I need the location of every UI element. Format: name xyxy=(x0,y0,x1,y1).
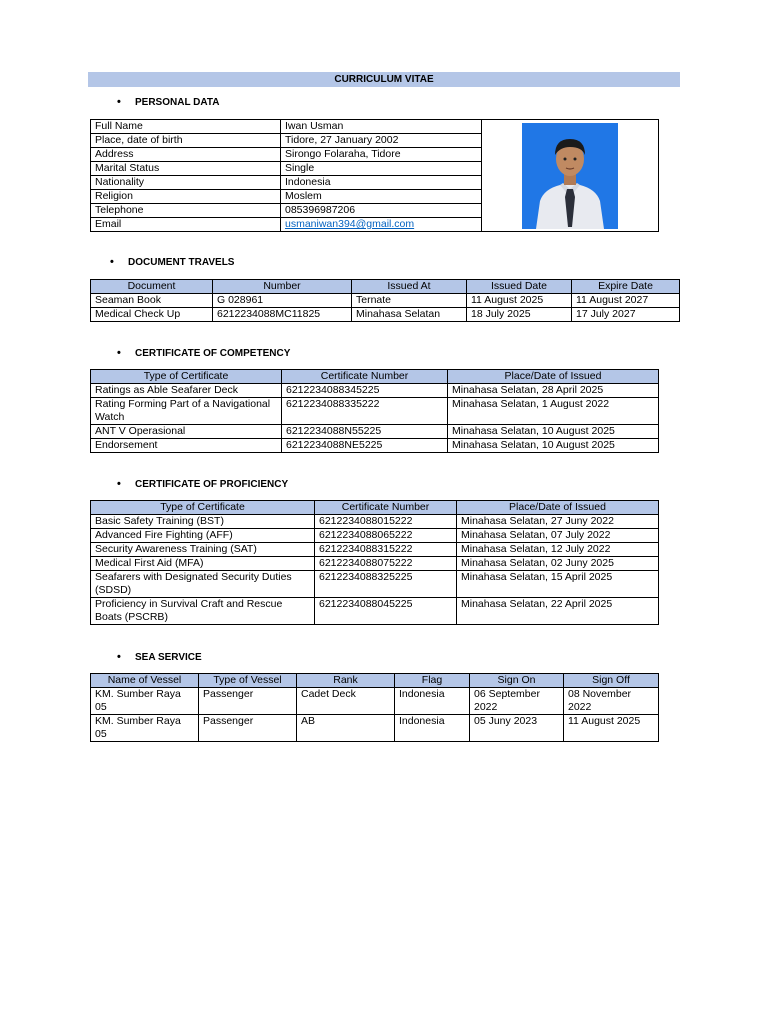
table-cell: Indonesia xyxy=(395,715,470,742)
table-header-row xyxy=(91,370,659,384)
table-cell: Minahasa Selatan, 02 Juny 2025 xyxy=(457,557,659,571)
field-label: Email xyxy=(91,218,281,232)
table-cell: Basic Safety Training (BST) xyxy=(91,515,315,529)
field-value: Moslem xyxy=(281,190,482,204)
column-header: Name of Vessel xyxy=(91,674,199,688)
field-label: Religion xyxy=(91,190,281,204)
bullet: • xyxy=(117,478,121,490)
table-cell: Minahasa Selatan, 12 July 2022 xyxy=(457,543,659,557)
table-cell: 6212234088MC11825 xyxy=(213,308,352,322)
field-label: Telephone xyxy=(91,204,281,218)
table-cell: Endorsement xyxy=(91,439,282,453)
table-row xyxy=(91,439,659,453)
table-cell: Seafarers with Designated Security Duties (SDSD) xyxy=(91,571,315,598)
column-header: Type of Certificate xyxy=(91,501,315,515)
table-cell: 11 August 2025 xyxy=(467,294,572,308)
column-header: Number xyxy=(213,280,352,294)
table-cell: Passenger xyxy=(199,688,297,715)
table-row xyxy=(91,598,659,625)
table-row xyxy=(91,688,659,715)
table-cell: ANT V Operasional xyxy=(91,425,282,439)
table-cell: 6212234088335222 xyxy=(282,398,448,425)
table-cell: Minahasa Selatan, 22 April 2025 xyxy=(457,598,659,625)
table-cell: Minahasa Selatan, 07 July 2022 xyxy=(457,529,659,543)
table-row xyxy=(91,120,659,134)
table-cell: Ternate xyxy=(352,294,467,308)
proficiency-heading xyxy=(117,478,288,491)
table-cell: 08 November 2022 xyxy=(564,688,659,715)
table-cell: Minahasa Selatan, 10 August 2025 xyxy=(448,425,659,439)
table-cell: 6212234088065222 xyxy=(315,529,457,543)
field-value: Tidore, 27 January 2002 xyxy=(281,134,482,148)
table-cell: KM. Sumber Raya 05 xyxy=(91,715,199,742)
table-cell: 6212234088315222 xyxy=(315,543,457,557)
field-value: Iwan Usman xyxy=(281,120,482,134)
table-cell: 6212234088N55225 xyxy=(282,425,448,439)
field-value: 085396987206 xyxy=(281,204,482,218)
table-cell: Minahasa Selatan, 27 Juny 2022 xyxy=(457,515,659,529)
table-cell: 6212234088NE5225 xyxy=(282,439,448,453)
table-cell: Minahasa Selatan, 28 April 2025 xyxy=(448,384,659,398)
table-cell: Rating Forming Part of a Navigational Watch xyxy=(91,398,282,425)
table-cell: Minahasa Selatan, 15 April 2025 xyxy=(457,571,659,598)
proficiency-table xyxy=(90,500,659,625)
table-cell: 6212234088015222 xyxy=(315,515,457,529)
column-header: Issued At xyxy=(352,280,467,294)
table-cell: Cadet Deck xyxy=(297,688,395,715)
sea-service-heading-text: SEA SERVICE xyxy=(135,652,202,663)
table-row xyxy=(91,529,659,543)
table-cell: KM. Sumber Raya 05 xyxy=(91,688,199,715)
personal-data-heading-text: PERSONAL DATA xyxy=(135,97,220,108)
column-header: Type of Vessel xyxy=(199,674,297,688)
column-header: Certificate Number xyxy=(282,370,448,384)
column-header: Flag xyxy=(395,674,470,688)
email-link[interactable]: usmaniwan394@gmail.com xyxy=(285,218,415,230)
column-header: Rank xyxy=(297,674,395,688)
table-cell: Medical First Aid (MFA) xyxy=(91,557,315,571)
table-cell: 6212234088075222 xyxy=(315,557,457,571)
document-travels-heading-text: DOCUMENT TRAVELS xyxy=(128,257,235,268)
table-cell: Seaman Book xyxy=(91,294,213,308)
field-label: Place, date of birth xyxy=(91,134,281,148)
table-row xyxy=(91,425,659,439)
table-cell: 06 September 2022 xyxy=(470,688,564,715)
field-label: Address xyxy=(91,148,281,162)
column-header: Sign Off xyxy=(564,674,659,688)
bullet: • xyxy=(117,347,121,359)
sea-service-heading xyxy=(117,651,202,664)
cv-title: CURRICULUM VITAE xyxy=(88,72,680,87)
column-header: Place/Date of Issued xyxy=(457,501,659,515)
competency-table xyxy=(90,369,659,453)
table-cell: Advanced Fire Fighting (AFF) xyxy=(91,529,315,543)
table-cell: Medical Check Up xyxy=(91,308,213,322)
table-cell: 05 Juny 2023 xyxy=(470,715,564,742)
table-row xyxy=(91,543,659,557)
competency-heading-text: CERTIFICATE OF COMPETENCY xyxy=(135,348,291,359)
field-label: Nationality xyxy=(91,176,281,190)
column-header: Document xyxy=(91,280,213,294)
document-travels-table xyxy=(90,279,680,322)
table-row xyxy=(91,398,659,425)
table-cell: Ratings as Able Seafarer Deck xyxy=(91,384,282,398)
table-row xyxy=(91,571,659,598)
field-value xyxy=(281,218,482,232)
competency-heading xyxy=(117,347,290,360)
bullet: • xyxy=(110,256,114,268)
field-value: Sirongo Folaraha, Tidore xyxy=(281,148,482,162)
table-row xyxy=(91,515,659,529)
table-cell: 6212234088045225 xyxy=(315,598,457,625)
personal-data-table xyxy=(90,119,659,232)
bullet: • xyxy=(117,96,121,108)
column-header: Certificate Number xyxy=(315,501,457,515)
column-header: Place/Date of Issued xyxy=(448,370,659,384)
field-value: Indonesia xyxy=(281,176,482,190)
table-row xyxy=(91,308,680,322)
table-cell: 6212234088345225 xyxy=(282,384,448,398)
table-cell: Security Awareness Training (SAT) xyxy=(91,543,315,557)
bullet: • xyxy=(117,651,121,663)
table-cell: 6212234088325225 xyxy=(315,571,457,598)
table-cell: Indonesia xyxy=(395,688,470,715)
table-row xyxy=(91,715,659,742)
column-header: Type of Certificate xyxy=(91,370,282,384)
profile-photo xyxy=(522,123,618,229)
table-header-row xyxy=(91,674,659,688)
column-header: Issued Date xyxy=(467,280,572,294)
personal-data-heading xyxy=(117,96,219,109)
column-header: Expire Date xyxy=(572,280,680,294)
table-cell: 18 July 2025 xyxy=(467,308,572,322)
table-row xyxy=(91,384,659,398)
table-cell: Proficiency in Survival Craft and Rescue Boats (PSCRB) xyxy=(91,598,315,625)
photo-cell xyxy=(482,120,659,232)
field-label: Full Name xyxy=(91,120,281,134)
table-row xyxy=(91,557,659,571)
table-cell: Minahasa Selatan, 1 August 2022 xyxy=(448,398,659,425)
table-cell: G 028961 xyxy=(213,294,352,308)
table-cell: 11 August 2027 xyxy=(572,294,680,308)
table-cell: AB xyxy=(297,715,395,742)
document-travels-heading xyxy=(110,256,234,269)
field-label: Marital Status xyxy=(91,162,281,176)
table-header-row xyxy=(91,501,659,515)
proficiency-heading-text: CERTIFICATE OF PROFICIENCY xyxy=(135,479,289,490)
table-cell: 17 July 2027 xyxy=(572,308,680,322)
table-header-row xyxy=(91,280,680,294)
table-cell: Passenger xyxy=(199,715,297,742)
table-cell: 11 August 2025 xyxy=(564,715,659,742)
table-row xyxy=(91,294,680,308)
sea-service-table xyxy=(90,673,659,742)
table-cell: Minahasa Selatan, 10 August 2025 xyxy=(448,439,659,453)
field-value: Single xyxy=(281,162,482,176)
table-cell: Minahasa Selatan xyxy=(352,308,467,322)
column-header: Sign On xyxy=(470,674,564,688)
